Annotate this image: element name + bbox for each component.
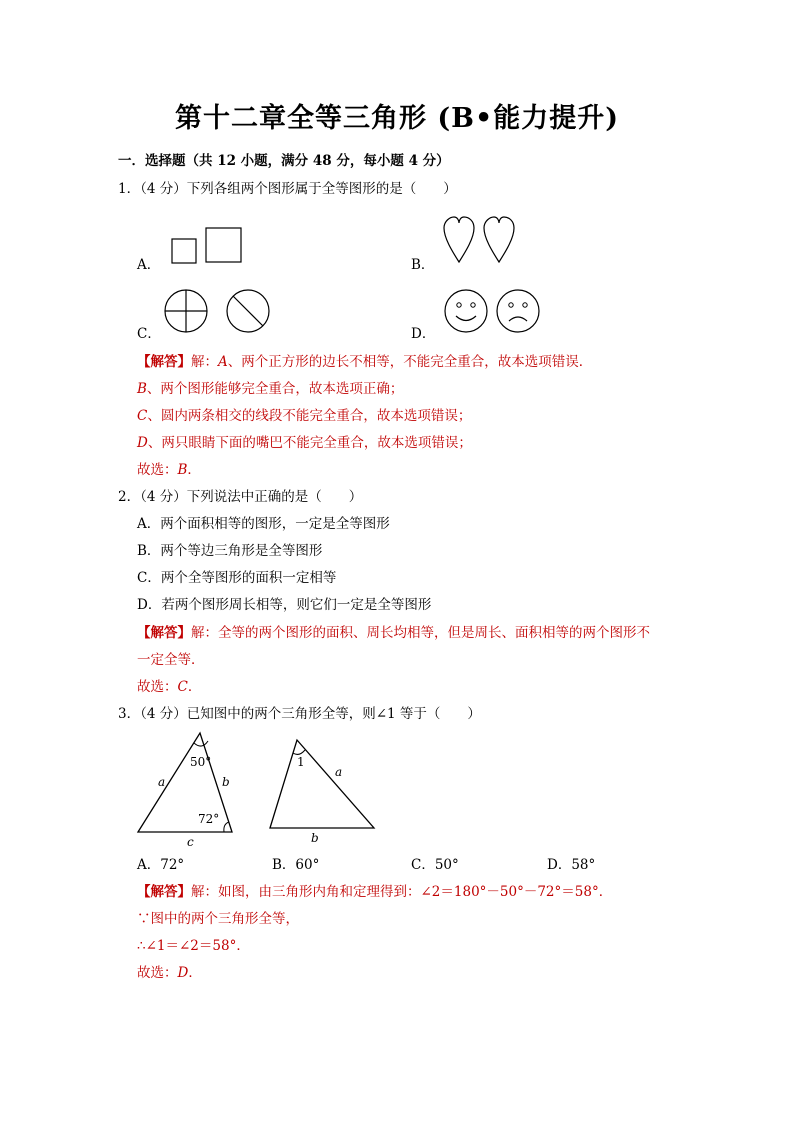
q1-solution-line-3: [137, 407, 471, 425]
q3-solution-line-3: ∴∠1＝∠2＝58°．: [137, 938, 250, 954]
q1-solution-line-4: [137, 434, 472, 452]
q3-left-side-a: a: [158, 775, 166, 789]
q3-sol-text-1: 如图，由三角形内角和定理得到：∠2＝180°－50°－72°＝58°．: [218, 884, 613, 900]
answer-prefix: 解：: [191, 884, 218, 900]
q2-option-c: C．两个全等图形的面积一定相等: [137, 570, 337, 586]
q3-option-c: C．50°: [411, 857, 459, 873]
q1-sol-var-d: D: [137, 435, 148, 451]
q2-choose-line: [137, 678, 201, 696]
q1-sol-var-b: B: [137, 381, 147, 397]
q3-right-triangle-figure: [262, 730, 382, 845]
q2-solution-line-1: [137, 624, 650, 642]
q2-option-d: D．若两个图形周长相等，则它们一定是全等图形: [137, 597, 432, 613]
q3-choose-label: 故选：: [137, 965, 178, 981]
q1-option-c-label: C．: [137, 326, 161, 342]
q1-sol-var-c: C: [137, 408, 148, 424]
q3-solution-line-1: [137, 883, 612, 901]
q1-option-a-squares-figure: [170, 226, 245, 266]
q1-choose-line: [137, 461, 201, 479]
q3-option-a: A．72°: [137, 857, 185, 873]
q2-sol-text-1: 全等的两个图形的面积、周长均相等，但是周长、面积相等的两个图形不: [218, 625, 650, 641]
q1-choose-period: ．: [187, 462, 201, 478]
q1-option-d-faces-figure: [443, 287, 543, 335]
answer-prefix: 解：: [191, 625, 218, 641]
q1-solution-line-2: [137, 380, 403, 398]
q3-solution-line-2: ∵图中的两个三角形全等，: [137, 911, 299, 927]
q3-option-d: D．58°: [547, 857, 596, 873]
q2-option-b: B．两个等边三角形是全等图形: [137, 543, 323, 559]
q1-option-d-label: D．: [411, 326, 436, 342]
q3-right-angle-1: 1: [297, 755, 305, 769]
q3-stem: 3．（4 分）已知图中的两个三角形全等，则∠1 等于（ ）: [118, 706, 481, 722]
q3-right-side-a: a: [335, 765, 343, 779]
q1-sol-text-1: 、两个正方形的边长不相等，不能完全重合，故本选项错误．: [227, 354, 593, 370]
q2-solution-line-2: 一定全等．: [137, 652, 205, 668]
q1-sol-text-4: 、两只眼睛下面的嘴巴不能完全重合，故本选项错误；: [147, 435, 472, 451]
q3-left-angle-bottom: 72°: [198, 812, 220, 826]
q1-solution-line-1: [137, 353, 592, 371]
q3-right-side-b: b: [311, 831, 319, 845]
answer-tag: 【解答】: [137, 625, 191, 641]
q2-option-a: A．两个面积相等的图形，一定是全等图形: [137, 516, 390, 532]
q1-choose-label: 故选：: [137, 462, 178, 478]
answer-prefix: 解：: [191, 354, 218, 370]
q1-sol-var-a: A: [218, 354, 228, 370]
q3-choose-period: ．: [188, 965, 202, 981]
q3-choose-line: [137, 964, 202, 982]
q2-choose-label: 故选：: [137, 679, 178, 695]
q3-left-side-c: c: [187, 835, 194, 849]
section-heading: 一．选择题（共 12 小题，满分 48 分，每小题 4 分）: [118, 153, 450, 169]
q1-sol-text-3: 、圆内两条相交的线段不能完全重合，故本选项错误；: [147, 408, 472, 424]
page-title: 第十二章全等三角形 (B•能力提升): [174, 103, 620, 134]
q1-stem: 1．（4 分）下列各组两个图形属于全等图形的是（ ）: [118, 181, 457, 197]
q1-sol-text-2: 、两个图形能够完全重合，故本选项正确；: [146, 381, 404, 397]
q3-left-angle-top: 50°: [190, 755, 212, 769]
q1-option-b-hearts-figure: [442, 216, 522, 266]
q1-option-b-label: B．: [411, 257, 435, 273]
q2-choose-period: ．: [187, 679, 202, 695]
q3-option-b: B．60°: [272, 857, 320, 873]
q3-left-triangle-figure: [130, 728, 240, 850]
q1-option-c-circles-figure: [164, 287, 274, 335]
q2-choose-value: C: [177, 679, 188, 695]
q1-choose-value: B: [177, 462, 188, 478]
q3-left-side-b: b: [222, 775, 230, 789]
answer-tag: 【解答】: [137, 354, 191, 370]
q3-choose-value: D: [177, 965, 189, 981]
q1-option-a-label: A．: [137, 257, 161, 273]
answer-tag: 【解答】: [137, 884, 191, 900]
q2-stem: 2．（4 分）下列说法中正确的是（ ）: [118, 489, 363, 505]
